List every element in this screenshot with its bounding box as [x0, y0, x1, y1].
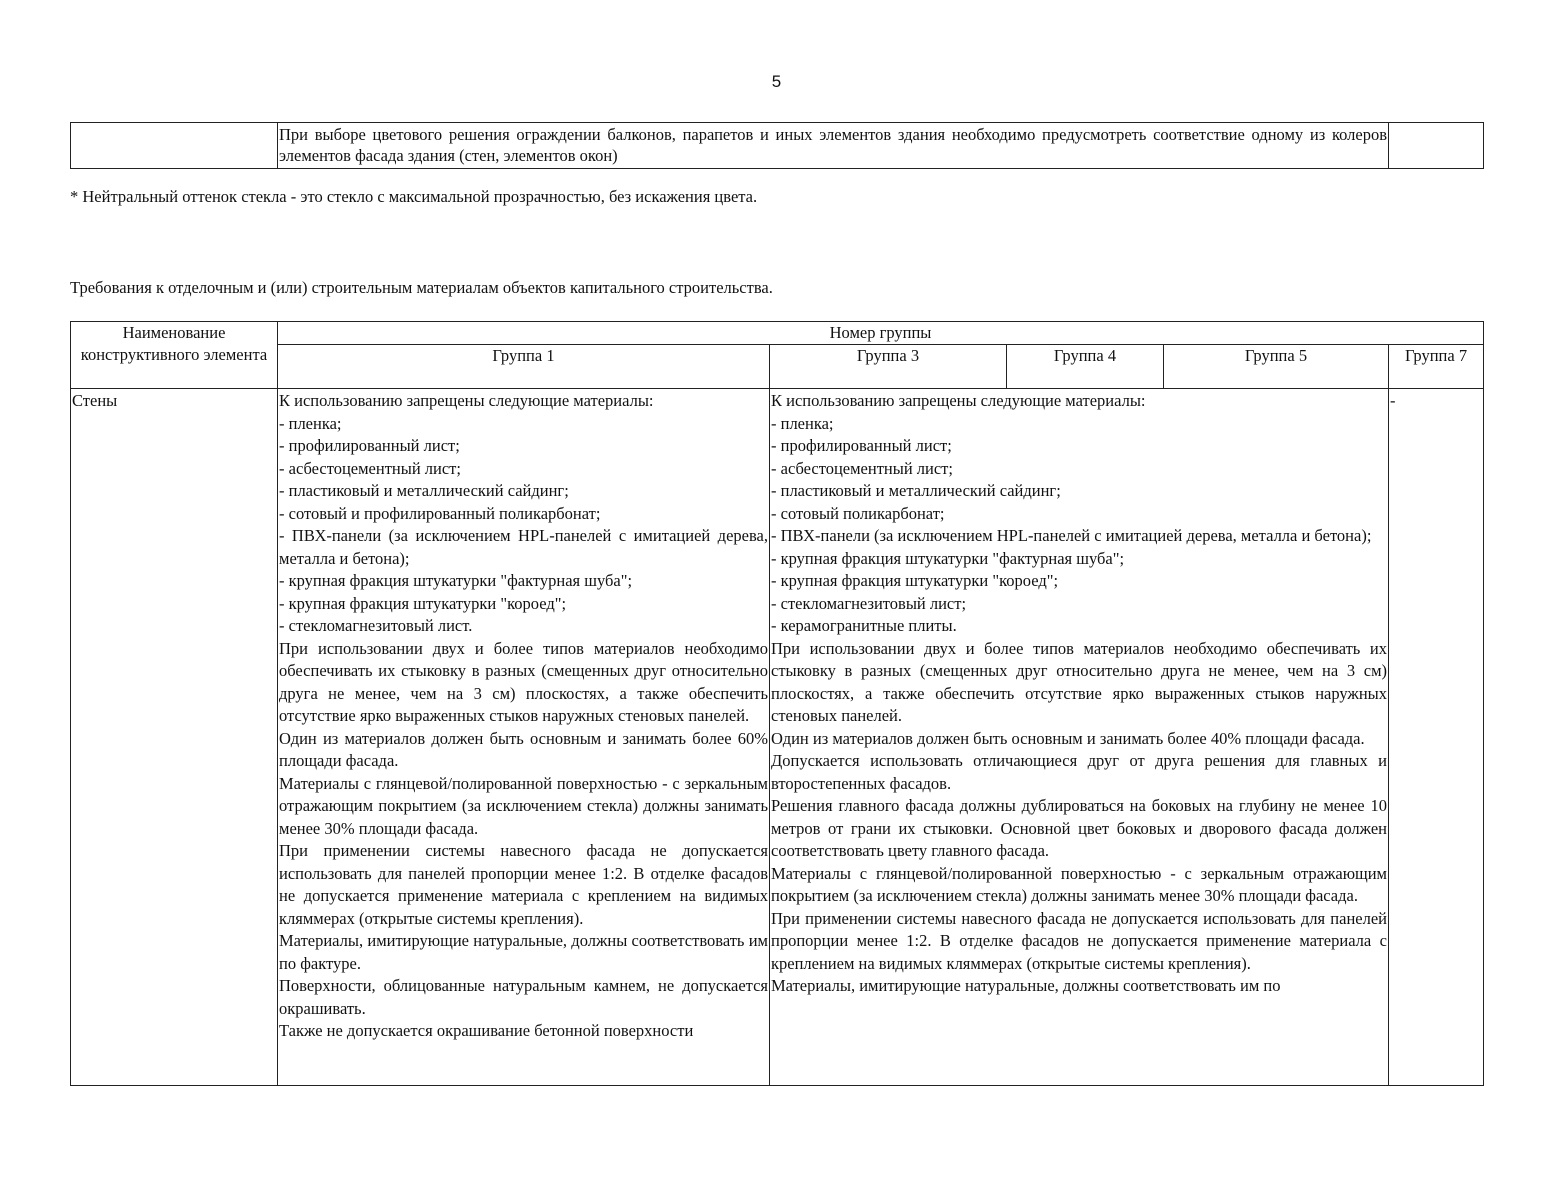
list-item: - пленка; — [279, 413, 342, 433]
group-3-intro: К использованию запрещены следующие материалы: — [771, 391, 1146, 410]
list-item: - ПВХ-панели (за исключением HPL-панелей с имитацией дерева, металла и бетона); — [771, 526, 1372, 545]
list-item: - керамогранитные плиты. — [771, 616, 957, 635]
paragraph: Материалы, имитирующие натуральные, должны соответствовать им по — [771, 976, 1281, 995]
element-column-header: Наименование конструктивного элемента — [71, 322, 278, 389]
header-row — [71, 345, 1484, 389]
list-item: - профилированный лист; — [771, 436, 952, 455]
list-item: - асбестоцементный лист; — [279, 458, 461, 478]
paragraph: Допускается использовать отличающиеся друг от друга решения для главных и второстепенных фасадов. — [771, 751, 1387, 793]
group-4-header: Группа 4 — [1007, 345, 1164, 389]
group-7-header: Группа 7 — [1389, 345, 1484, 389]
paragraph: Материалы с глянцевой/полированной поверхностью - с зеркальным отражающим покрытием (за исключением стекла) должны занимать менее 30% площади фасада. — [771, 863, 1387, 905]
list-item: - асбестоцементный лист; — [771, 458, 953, 478]
empty-cell — [1389, 123, 1484, 169]
paragraph: При использовании двух и более типов материалов необходимо обеспечивать их стыковку в разных (смещенных друг относительно друга не менее, чем на 3 см) плоскостях, а также обеспечить отсутствие ярко выраженных стыков наружных стеновых панелей. — [279, 638, 768, 725]
paragraph: Решения главного фасада должны дублироваться на боковых на глубину не менее 10 метров от грани их стыковки. Основной цвет боковых и дворового фасада должен соответствовать цвету главного фасада. — [771, 796, 1387, 860]
list-item: - крупная фракция штукатурки "фактурная шуба"; — [279, 571, 633, 590]
list-item: - пластиковый и металлический сайдинг; — [771, 481, 1061, 500]
paragraph: При применении системы навесного фасада не допускается использовать для панелей пропорции менее 1:2. В отделке фасадов не допускается применение материала с креплением на видимых кляммерах (открытые системы крепления). — [279, 841, 768, 928]
header-row — [71, 322, 1484, 345]
paragraph: Материалы с глянцевой/полированной поверхностью - с зеркальным отражающим покрытием (за исключением стекла) должны занимать менее 30% площади фасада. — [279, 773, 768, 838]
group-1-content — [278, 389, 770, 1086]
group-1-header: Группа 1 — [278, 345, 770, 389]
empty-cell — [71, 123, 278, 169]
paragraph: Материалы, имитирующие натуральные, должны соответствовать им по фактуре. — [279, 931, 768, 973]
row-label-walls: Стены — [71, 389, 278, 1086]
group-number-header: Номер группы — [278, 322, 1484, 345]
group-3-5-content — [770, 389, 1389, 1086]
group-5-header: Группа 5 — [1164, 345, 1389, 389]
paragraph: При использовании двух и более типов материалов необходимо обеспечивать их стыковку в разных (смещенных друг относительно друга не менее, чем на 3 см) плоскостях, а также обеспечить отсутствие ярко выраженных стыков наружных стеновых панелей. — [771, 638, 1387, 725]
list-item: - крупная фракция штукатурки "фактурная шуба"; — [771, 548, 1125, 568]
list-item: - крупная фракция штукатурки "короед"; — [279, 593, 567, 613]
top-table — [70, 122, 1484, 169]
table-row — [71, 389, 1484, 1086]
list-item: - пленка; — [771, 413, 834, 433]
page-number: 5 — [771, 72, 782, 91]
paragraph: Поверхности, облицованные натуральным камнем, не допускается окрашивать. — [279, 976, 768, 1018]
paragraph: Один из материалов должен быть основным и занимать более 60% площади фасада. — [279, 728, 768, 770]
paragraph: Один из материалов должен быть основным и занимать более 40% площади фасада. — [771, 728, 1365, 748]
group-7-content: - — [1389, 389, 1484, 1086]
requirements-title: Требования к отделочным и (или) строительным материалам объектов капитального строительства. — [70, 278, 773, 297]
list-item: - пластиковый и металлический сайдинг; — [279, 481, 569, 500]
group-1-intro: К использованию запрещены следующие материалы: — [279, 391, 654, 410]
list-item: - профилированный лист; — [279, 436, 460, 455]
list-item: - ПВХ-панели (за исключением HPL-панелей с имитацией дерева, металла и бетона); — [279, 526, 768, 568]
list-item: - сотовый и профилированный поликарбонат; — [279, 503, 601, 523]
group-3-header: Группа 3 — [770, 345, 1007, 389]
footnote: * Нейтральный оттенок стекла - это стекло с максимальной прозрачностью, без искажения цвета. — [70, 187, 758, 206]
list-item: - крупная фракция штукатурки "короед"; — [771, 571, 1059, 590]
list-item: - стекломагнезитовый лист; — [771, 593, 967, 613]
list-item: - стекломагнезитовый лист. — [279, 616, 473, 635]
paragraph: При применении системы навесного фасада не допускается использовать для панелей пропорции менее 1:2. В отделке фасадов не допускается применение материала с креплением на видимых кляммерах (открытые системы крепления). — [771, 908, 1387, 973]
balcony-color-requirement: При выборе цветового решения ограждении балконов, парапетов и иных элементов здания необходимо предусмотреть соответствие одному из колеров элементов фасада здания (стен, элементов окон) — [278, 123, 1389, 169]
list-item: - сотовый поликарбонат; — [771, 503, 945, 523]
paragraph: Также не допускается окрашивание бетонной поверхности — [279, 1021, 694, 1040]
table-row — [71, 123, 1484, 169]
materials-table — [70, 321, 1484, 1086]
